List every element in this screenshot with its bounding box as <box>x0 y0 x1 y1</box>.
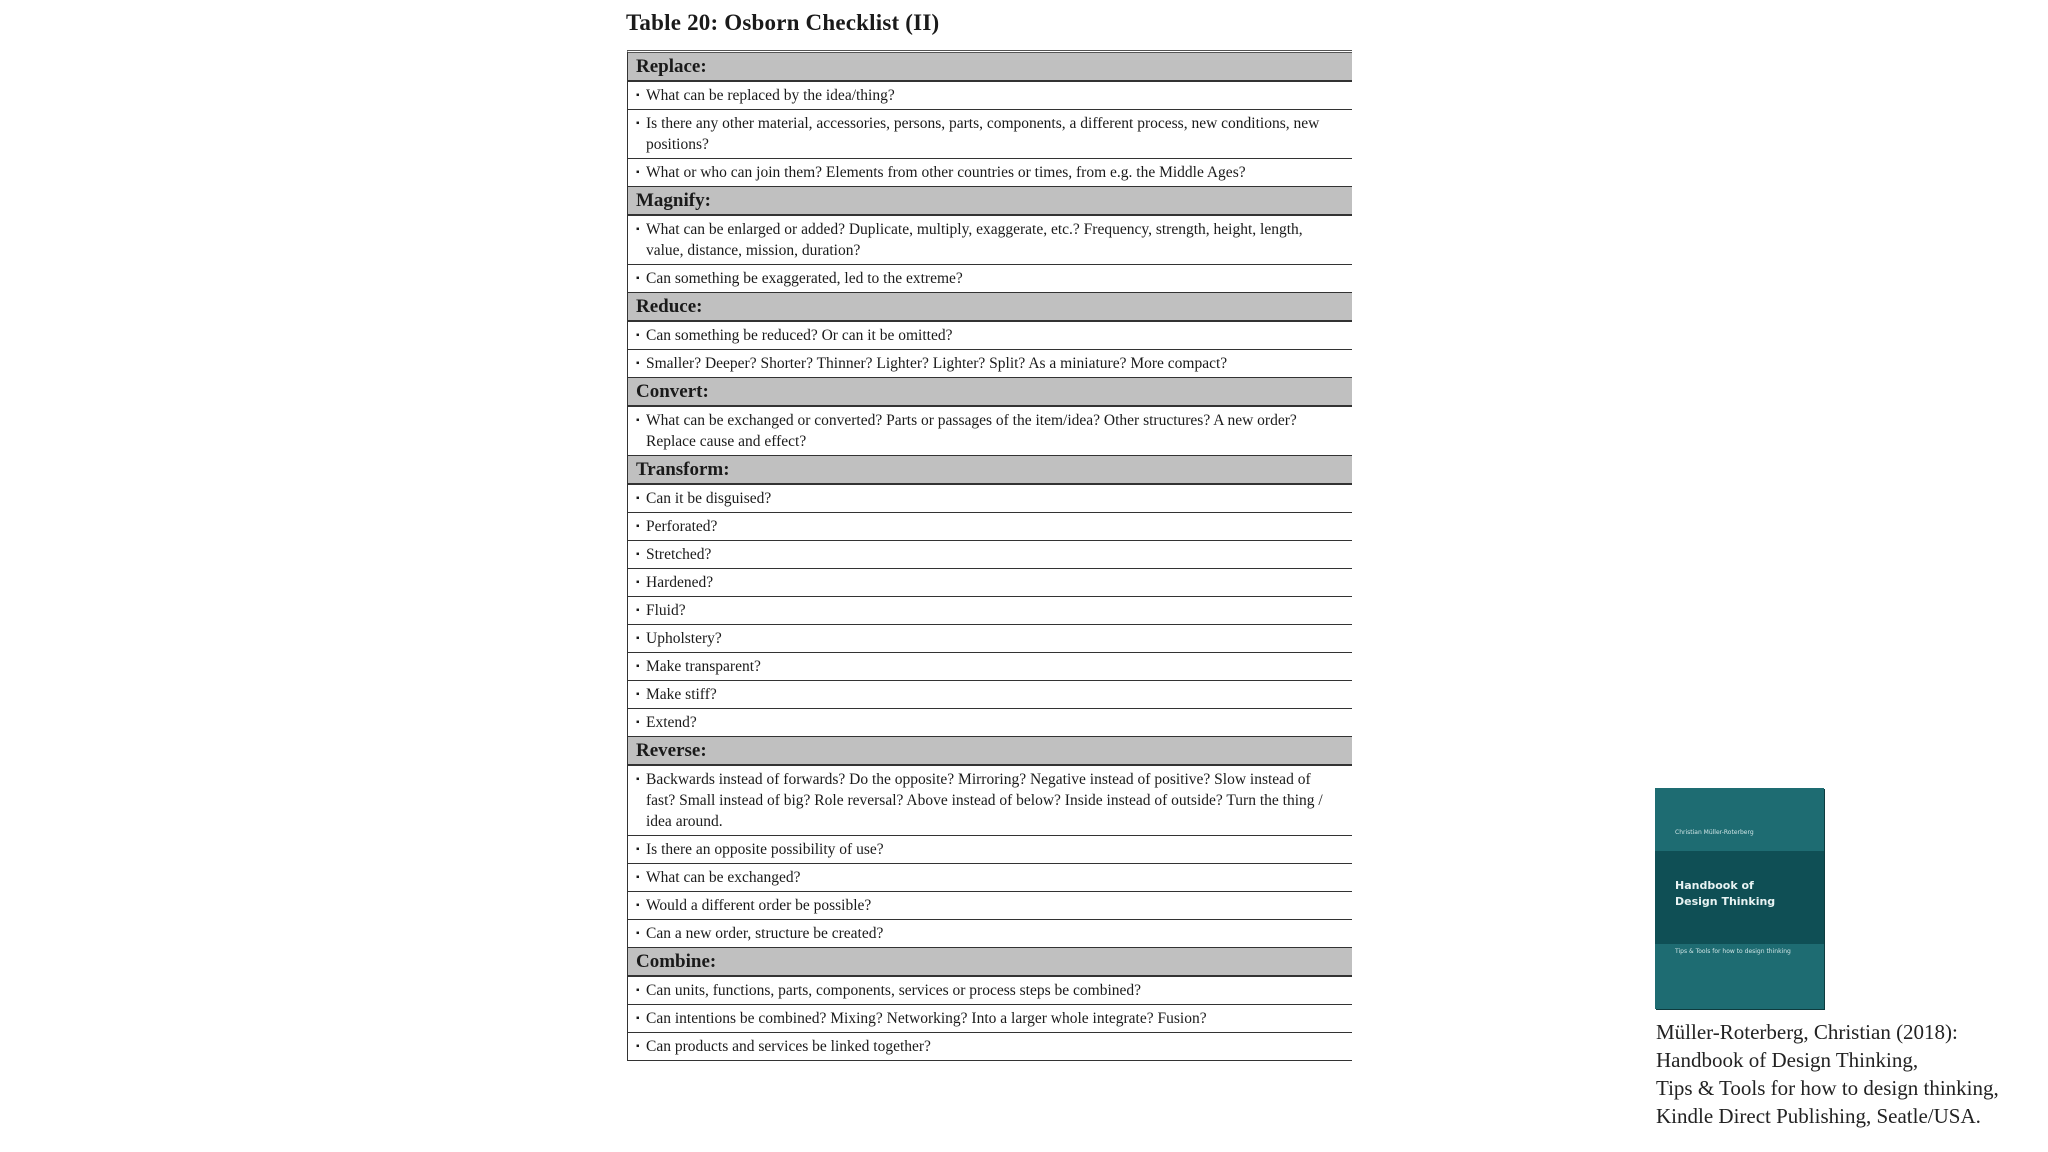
section-header: Transform: <box>628 456 1352 485</box>
checklist-item <box>628 1005 1352 1033</box>
checklist-item-text: Make transparent? <box>646 658 761 675</box>
bullet-icon: ▪ <box>636 577 640 588</box>
book-cover-title <box>1675 878 1775 910</box>
checklist-item-text: Is there an opposite possibility of use? <box>646 841 884 858</box>
bullet-icon: ▪ <box>636 605 640 616</box>
checklist-item <box>628 513 1352 541</box>
bullet-icon: ▪ <box>636 493 640 504</box>
book-citation <box>1656 1018 1999 1130</box>
book-cover-image <box>1655 788 1824 1009</box>
checklist-item-text: What can be replaced by the idea/thing? <box>646 87 895 104</box>
checklist-item-text: Smaller? Deeper? Shorter? Thinner? Lighter? Lighter? Split? As a miniature? More compact? <box>646 355 1228 372</box>
checklist-item-text: Extend? <box>646 714 697 731</box>
bullet-icon: ▪ <box>636 844 640 855</box>
book-cover-subtitle: Tips & Tools for how to design thinking <box>1675 948 1791 955</box>
bullet-icon: ▪ <box>636 1013 640 1024</box>
section-header: Reverse: <box>628 737 1352 766</box>
checklist-item-text: Can it be disguised? <box>646 490 772 507</box>
citation-line: Tips & Tools for how to design thinking, <box>1656 1076 1999 1100</box>
bullet-icon: ▪ <box>636 633 640 644</box>
checklist-item-text: What or who can join them? Elements from other countries or times, from e.g. the Middle Ages? <box>646 164 1246 181</box>
bullet-icon: ▪ <box>636 928 640 939</box>
checklist-item <box>628 350 1352 378</box>
osborn-checklist-table <box>627 50 1352 1061</box>
book-cover-author: Christian Müller-Roterberg <box>1675 829 1754 836</box>
checklist-item <box>628 920 1352 948</box>
checklist-item <box>628 977 1352 1005</box>
checklist-item-text: What can be exchanged? <box>646 869 801 886</box>
citation-line: Handbook of Design Thinking, <box>1656 1048 1919 1072</box>
checklist-item <box>628 597 1352 625</box>
bullet-icon: ▪ <box>636 717 640 728</box>
bullet-icon: ▪ <box>636 118 640 129</box>
bullet-icon: ▪ <box>636 985 640 996</box>
checklist-item-text: Is there any other material, accessories, persons, parts, components, a different process, new conditions, new positions? <box>646 115 1320 153</box>
section-header: Replace: <box>628 53 1352 82</box>
checklist-item-text: Perforated? <box>646 518 718 535</box>
checklist-item <box>628 709 1352 737</box>
checklist-item-text: Backwards instead of forwards? Do the opposite? Mirroring? Negative instead of positive? Slow instead of fast? Small instead of big? Role reversal? Above instead of below? Inside instead of outside? Turn the thing / idea around. <box>646 771 1323 830</box>
checklist-item <box>628 625 1352 653</box>
bullet-icon: ▪ <box>636 167 640 178</box>
checklist-item <box>628 216 1352 265</box>
bullet-icon: ▪ <box>636 661 640 672</box>
checklist-item-text: Can something be reduced? Or can it be omitted? <box>646 327 953 344</box>
bullet-icon: ▪ <box>636 358 640 369</box>
checklist-item-text: Can intentions be combined? Mixing? Networking? Into a larger whole integrate? Fusion? <box>646 1010 1207 1027</box>
checklist-item <box>628 159 1352 187</box>
section-header: Combine: <box>628 948 1352 977</box>
book-cover-title-line1: Handbook of <box>1675 879 1754 892</box>
citation-line: Kindle Direct Publishing, Seatle/USA. <box>1656 1104 1981 1128</box>
checklist-item-text: Upholstery? <box>646 630 722 647</box>
checklist-item <box>628 681 1352 709</box>
checklist-item <box>628 485 1352 513</box>
book-cover-title-line2: Design Thinking <box>1675 895 1776 908</box>
bullet-icon: ▪ <box>636 900 640 911</box>
citation-line: Müller-Roterberg, Christian (2018): <box>1656 1020 1958 1044</box>
checklist-item <box>628 766 1352 836</box>
checklist-item <box>628 1033 1352 1061</box>
checklist-item <box>628 82 1352 110</box>
section-header: Magnify: <box>628 187 1352 216</box>
checklist-item-text: Can units, functions, parts, components, services or process steps be combined? <box>646 982 1142 999</box>
checklist-item-text: Fluid? <box>646 602 686 619</box>
checklist-item <box>628 265 1352 293</box>
checklist-item <box>628 322 1352 350</box>
bullet-icon: ▪ <box>636 273 640 284</box>
bullet-icon: ▪ <box>636 330 640 341</box>
checklist-item-text: Make stiff? <box>646 686 717 703</box>
table-title: Table 20: Osborn Checklist (II) <box>626 10 940 35</box>
bullet-icon: ▪ <box>636 549 640 560</box>
checklist-item-text: What can be enlarged or added? Duplicate, multiply, exaggerate, etc.? Frequency, strength, height, length, value, distance, mission, duration? <box>646 221 1303 259</box>
bullet-icon: ▪ <box>636 689 640 700</box>
bullet-icon: ▪ <box>636 224 640 235</box>
checklist-item-text: Stretched? <box>646 546 712 563</box>
checklist-item <box>628 569 1352 597</box>
bullet-icon: ▪ <box>636 1041 640 1052</box>
checklist-item-text: Can products and services be linked together? <box>646 1038 931 1055</box>
checklist-item-text: Would a different order be possible? <box>646 897 872 914</box>
section-header: Reduce: <box>628 293 1352 322</box>
checklist-item <box>628 110 1352 159</box>
checklist-item <box>628 653 1352 681</box>
checklist-item <box>628 864 1352 892</box>
bullet-icon: ▪ <box>636 521 640 532</box>
checklist-item <box>628 541 1352 569</box>
checklist-item-text: What can be exchanged or converted? Parts or passages of the item/idea? Other structures? A new order? Replace cause and effect? <box>646 412 1297 450</box>
checklist-item-text: Can a new order, structure be created? <box>646 925 884 942</box>
bullet-icon: ▪ <box>636 90 640 101</box>
checklist-item <box>628 892 1352 920</box>
bullet-icon: ▪ <box>636 415 640 426</box>
checklist-item <box>628 407 1352 456</box>
bullet-icon: ▪ <box>636 774 640 785</box>
bullet-icon: ▪ <box>636 872 640 883</box>
checklist-item-text: Hardened? <box>646 574 714 591</box>
checklist-item-text: Can something be exaggerated, led to the extreme? <box>646 270 963 287</box>
checklist-item <box>628 836 1352 864</box>
section-header: Convert: <box>628 378 1352 407</box>
